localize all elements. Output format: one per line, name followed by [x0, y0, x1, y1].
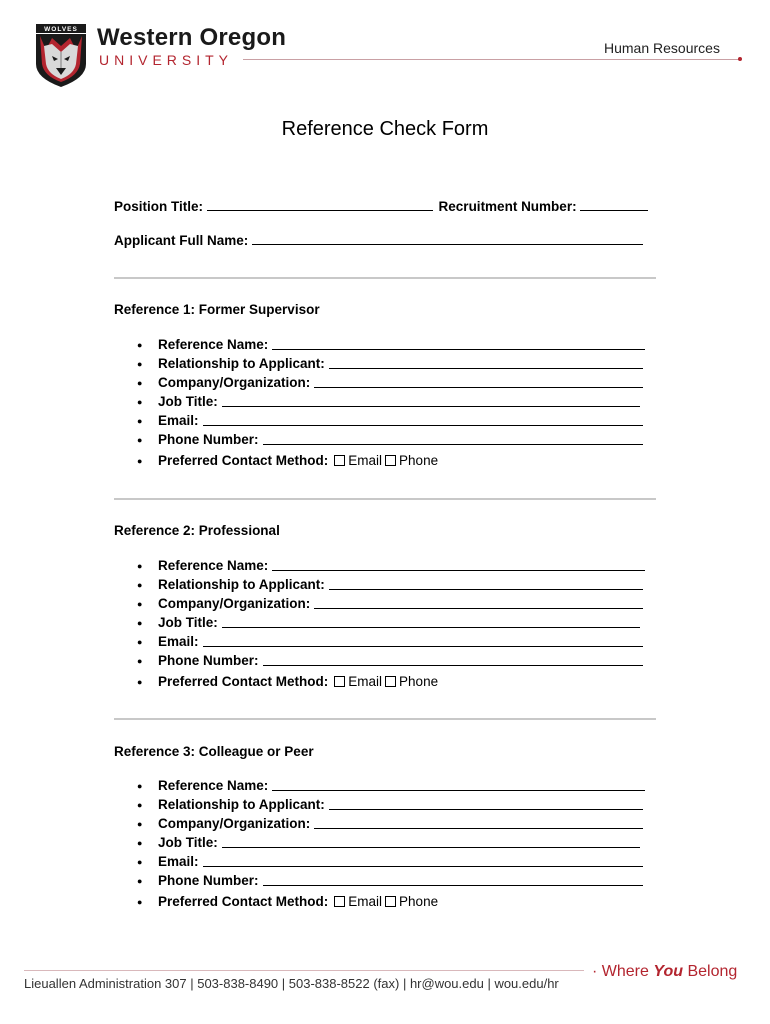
bullet-icon: ●: [137, 819, 143, 829]
checkbox-phone[interactable]: [385, 455, 396, 466]
department-name: Human Resources: [604, 40, 720, 56]
applicant-name-label: Applicant Full Name:: [114, 233, 249, 248]
bullet-icon: ●: [137, 580, 143, 590]
reference-field-label: Company/Organization:: [158, 816, 311, 831]
footer-contact: Lieuallen Administration 307 | 503-838-8490 | 503-838-8522 (fax) | hr@wou.edu | wou.edu/hr: [24, 976, 559, 991]
reference-field-input[interactable]: [222, 627, 640, 628]
option-label-phone: Phone: [399, 894, 439, 909]
reference-field-input[interactable]: [203, 866, 643, 867]
reference-field-input[interactable]: [272, 570, 645, 571]
option-label-phone: Phone: [399, 453, 439, 468]
bullet-icon: ●: [137, 656, 143, 666]
reference-field-input[interactable]: [222, 847, 640, 848]
checkbox-email[interactable]: [334, 896, 345, 907]
footer-rule: [24, 970, 584, 971]
reference-field-label: Phone Number:: [158, 432, 259, 447]
reference-field-label: Reference Name:: [158, 778, 269, 793]
recruitment-number-label: Recruitment Number:: [438, 199, 577, 214]
reference-field-label: Job Title:: [158, 835, 218, 850]
reference-field-input[interactable]: [222, 406, 640, 407]
checkbox-email[interactable]: [334, 676, 345, 687]
section-divider: [114, 498, 656, 500]
checkbox-email[interactable]: [334, 455, 345, 466]
recruitment-number-field[interactable]: [580, 198, 648, 211]
bullet-icon: ●: [137, 397, 143, 407]
reference-field-label: Phone Number:: [158, 873, 259, 888]
position-title-label: Position Title:: [114, 199, 204, 214]
reference-field-label: Reference Name:: [158, 558, 269, 573]
reference-field-label: Email:: [158, 854, 199, 869]
university-subtitle: UNIVERSITY: [99, 52, 234, 68]
reference-field-label: Company/Organization:: [158, 375, 311, 390]
checkbox-phone[interactable]: [385, 896, 396, 907]
bullet-icon: ●: [137, 876, 143, 886]
bullet-icon: ●: [137, 435, 143, 445]
reference-field-label: Phone Number:: [158, 653, 259, 668]
university-name: Western Oregon: [97, 24, 287, 51]
reference-field-label: Job Title:: [158, 615, 218, 630]
reference-field-input[interactable]: [263, 665, 643, 666]
preferred-contact-label: Preferred Contact Method:: [158, 894, 329, 909]
applicant-name-field[interactable]: [252, 232, 643, 245]
tagline-belong: Belong: [687, 963, 738, 980]
bullet-icon: ●: [137, 359, 143, 369]
bullet-icon: ●: [137, 897, 143, 907]
bullet-icon: ●: [137, 340, 143, 350]
logo-text: WOLVES: [44, 26, 78, 33]
reference-field-input[interactable]: [272, 790, 645, 791]
reference-field-label: Email:: [158, 413, 199, 428]
section-divider: [114, 718, 656, 720]
reference-field-label: Relationship to Applicant:: [158, 356, 325, 371]
reference-field-input[interactable]: [314, 828, 643, 829]
reference-field-input[interactable]: [263, 885, 643, 886]
bullet-icon: ●: [137, 677, 143, 687]
bullet-icon: ●: [137, 838, 143, 848]
section-divider: [114, 277, 656, 279]
option-label-email: Email: [348, 674, 383, 689]
option-label-email: Email: [348, 453, 383, 468]
position-row: [114, 198, 648, 214]
reference-field-label: Reference Name:: [158, 337, 269, 352]
applicant-row: [114, 232, 643, 248]
reference-field-label: Email:: [158, 634, 199, 649]
bullet-icon: ●: [137, 781, 143, 791]
reference-3-title: Reference 3: Colleague or Peer: [114, 744, 314, 759]
option-label-phone: Phone: [399, 674, 439, 689]
bullet-icon: ●: [137, 599, 143, 609]
reference-2-title: Reference 2: Professional: [114, 523, 280, 538]
bullet-icon: ●: [137, 416, 143, 426]
reference-field-label: Company/Organization:: [158, 596, 311, 611]
university-logo: [30, 24, 92, 88]
tagline-where: Where: [601, 963, 649, 980]
reference-field-label: Job Title:: [158, 394, 218, 409]
header-rule: [243, 59, 740, 60]
bullet-icon: ●: [137, 378, 143, 388]
reference-field-input[interactable]: [314, 608, 643, 609]
preferred-contact-label: Preferred Contact Method:: [158, 453, 329, 468]
option-label-email: Email: [348, 894, 383, 909]
tagline: [592, 963, 737, 981]
reference-field-input[interactable]: [329, 368, 643, 369]
reference-field-input[interactable]: [203, 646, 643, 647]
position-title-field[interactable]: [207, 198, 433, 211]
reference-field-input[interactable]: [329, 589, 643, 590]
header-rule-dot: [738, 57, 742, 61]
checkbox-phone[interactable]: [385, 676, 396, 687]
reference-field-input[interactable]: [203, 425, 643, 426]
tagline-you: You: [653, 963, 683, 980]
bullet-icon: ●: [137, 618, 143, 628]
preferred-contact-label: Preferred Contact Method:: [158, 674, 329, 689]
reference-field-input[interactable]: [329, 809, 643, 810]
reference-field-input[interactable]: [263, 444, 643, 445]
bullet-icon: ●: [137, 561, 143, 571]
bullet-icon: ●: [137, 456, 143, 466]
bullet-icon: ●: [137, 857, 143, 867]
reference-field-input[interactable]: [272, 349, 645, 350]
reference-field-label: Relationship to Applicant:: [158, 797, 325, 812]
form-title: Reference Check Form: [281, 118, 489, 140]
bullet-icon: ●: [137, 800, 143, 810]
bullet-icon: ●: [137, 637, 143, 647]
reference-field-label: Relationship to Applicant:: [158, 577, 325, 592]
tagline-dot: ·: [592, 963, 602, 980]
reference-1-title: Reference 1: Former Supervisor: [114, 302, 320, 317]
reference-field-input[interactable]: [314, 387, 643, 388]
